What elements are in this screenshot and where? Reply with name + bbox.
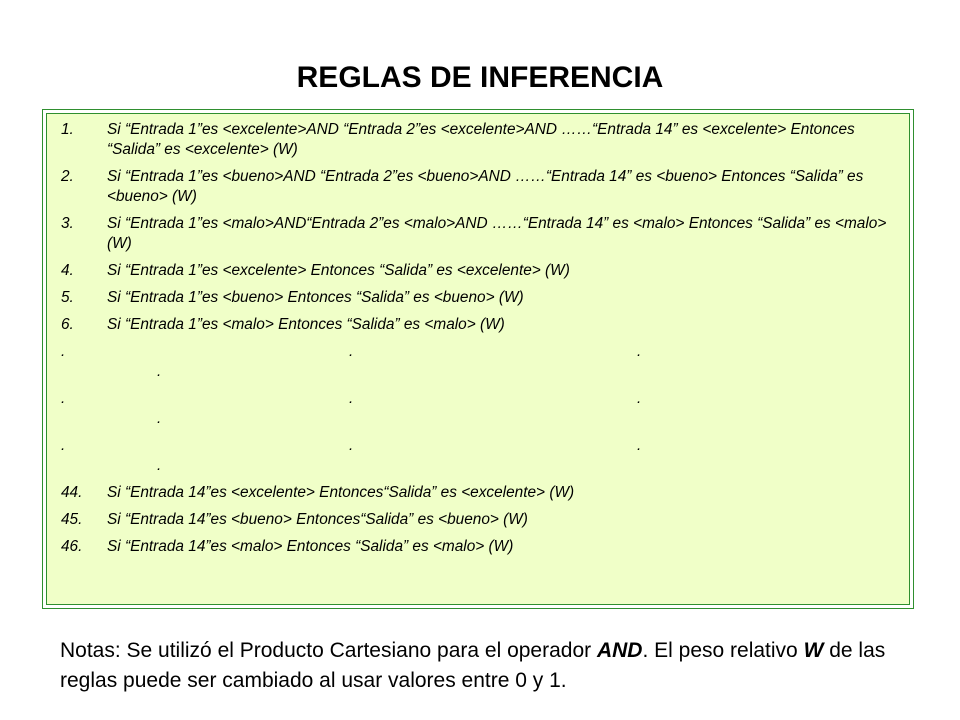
rules-box	[46, 113, 910, 605]
rule-number: 1.	[61, 121, 74, 138]
ellipsis-row	[61, 436, 899, 476]
notes-text: de las reglas puede ser cambiado al usar valores entre 0 y 1.	[60, 639, 886, 692]
rule-number: 5.	[61, 289, 74, 306]
rule-item	[61, 315, 899, 335]
ellipsis-dot: .	[349, 437, 354, 454]
rule-number: 3.	[61, 215, 74, 232]
rule-item	[61, 261, 899, 281]
ellipsis-row	[61, 389, 899, 429]
rule-text: Si “Entrada 1”es <bueno> Entonces “Salida” es <bueno> (W)	[107, 289, 524, 306]
rule-number: 6.	[61, 316, 74, 333]
ellipsis-dot: .	[61, 437, 66, 454]
rule-item	[61, 510, 899, 530]
rules-list	[61, 120, 899, 564]
notes-w-keyword: W	[803, 639, 824, 662]
ellipsis-dot: .	[637, 343, 642, 360]
ellipsis-dot: .	[637, 437, 642, 454]
notes-text: Notas: Se utilizó el Producto Cartesiano para el operador	[60, 639, 597, 662]
ellipsis-dot: .	[61, 343, 66, 360]
rule-text: Si “Entrada 14”es <malo> Entonces “Salida” es <malo> (W)	[107, 538, 514, 555]
ellipsis-dot: .	[157, 410, 162, 427]
notes-text: . El peso relativo	[642, 639, 804, 662]
notes-and-keyword: AND	[596, 639, 643, 662]
rule-item	[61, 120, 899, 160]
rule-text: Si “Entrada 14”es <bueno> Entonces“Salida” es <bueno> (W)	[107, 511, 528, 528]
rule-number: 46.	[61, 538, 83, 555]
ellipsis-dot: .	[157, 457, 162, 474]
rule-text: Si “Entrada 14”es <excelente> Entonces“Salida” es <excelente> (W)	[107, 484, 575, 501]
rule-text: Si “Entrada 1”es <excelente>AND “Entrada 2”es <excelente>AND ……“Entrada 14” es <excelente> Entonces “Salida” es <excelente> (W)	[107, 121, 855, 158]
rule-number: 45.	[61, 511, 83, 528]
ellipsis-dot: .	[637, 390, 642, 407]
rule-item	[61, 483, 899, 503]
rule-item	[61, 288, 899, 308]
rule-number: 44.	[61, 484, 83, 501]
ellipsis-row	[61, 342, 899, 382]
rule-text: Si “Entrada 1”es <malo> Entonces “Salida” es <malo> (W)	[107, 316, 505, 333]
rule-item	[61, 214, 899, 254]
rule-text: Si “Entrada 1”es <excelente> Entonces “Salida” es <excelente> (W)	[107, 262, 570, 279]
rule-item	[61, 167, 899, 207]
rule-text: Si “Entrada 1”es <bueno>AND “Entrada 2”es <bueno>AND ……“Entrada 14” es <bueno> Entonces “Salida” es <bueno> (W)	[107, 168, 864, 205]
ellipsis-dot: .	[349, 343, 354, 360]
rule-number: 2.	[61, 168, 74, 185]
rule-number: 4.	[61, 262, 74, 279]
ellipsis-dot: .	[61, 390, 66, 407]
ellipsis-dot: .	[157, 363, 162, 380]
rule-text: Si “Entrada 1”es <malo>AND“Entrada 2”es <malo>AND ……“Entrada 14” es <malo> Entonces “Salida” es <malo> (W)	[107, 215, 887, 252]
rule-item	[61, 537, 899, 557]
notes-paragraph	[60, 636, 920, 696]
page-title: REGLAS DE INFERENCIA	[296, 61, 664, 94]
ellipsis-dot: .	[349, 390, 354, 407]
